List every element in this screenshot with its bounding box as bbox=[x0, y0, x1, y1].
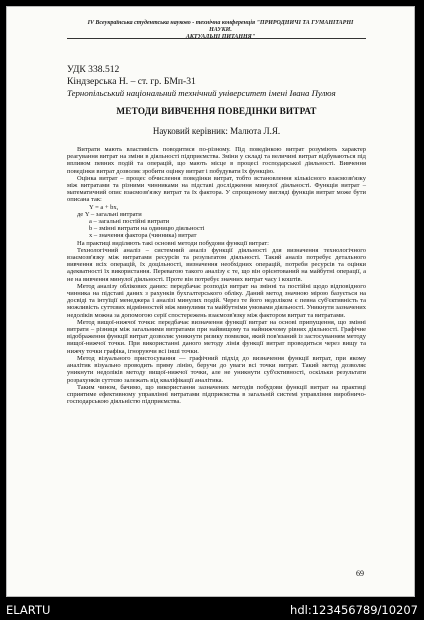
paragraph: На практиці виділяють такі основні методи побудови функції витрат: bbox=[77, 239, 269, 247]
article-body bbox=[67, 146, 366, 405]
paragraph: Метод візуального пристосування — графічний підхід до визначення функції витрат, при якому аналітик візуально проводить пряму лінію, беручи до уваги всі точки витрат. Такий метод дозволяє уникнути недоліків методу вищої-нижчої точки, але не уникнути суб'єктивності, оскільки результати розрахунків суттєво залежать від кваліфікації аналітика. bbox=[67, 354, 366, 384]
formula-term-b: b – змінні витрати на одиницю діяльності bbox=[89, 225, 205, 233]
document-page bbox=[6, 6, 415, 597]
repository-label: ELARTU bbox=[6, 603, 51, 617]
formula: Y = a + bx, bbox=[89, 203, 119, 211]
handle-identifier: hdl:123456789/10207 bbox=[290, 603, 418, 617]
header-line-2: АКТУАЛЬНІ ПИТАННЯ" bbox=[185, 34, 256, 40]
paragraph: Оцінка витрат – процес обчислення поведінки витрат, тобто встановлення кількісного взаємозв'язку між витратами та різними чинниками на підставі дослідження минулої діяльності. Функція витрат – математичний опис взаємозв'язку витрат та їх фактора. У спрощеному вигляді функція витрат може бути описана так: bbox=[67, 174, 366, 204]
supervisor-line: Науковий керівник: Малюта Л.Я. bbox=[152, 126, 281, 136]
viewer-footer bbox=[0, 600, 424, 620]
paragraph: Метод аналізу облікових даних: передбачає розподіл витрат на змінні та постійні щодо відповідного чинника на підставі даних з рахунків бухгалтерського обліку. Даний метод значною мірою базується на досвіді та інтуїції менеджера і аналізі минулих подій. Через те його недоліком є певна суб'єктивність та можливість суттєвих відмінностей між минулими та майбутніми умовами діяльності. Уникнути зазначених недоліків можна за допомогою серії спостережень взаємозв'язку між фактором витрат та витратами. bbox=[67, 282, 366, 319]
formula-term-a: a – загальні постійні витрати bbox=[89, 218, 170, 226]
page-number: 69 bbox=[356, 569, 364, 578]
paragraph: Витрати мають властивість поводитися по-різному. Під поведінкою витрат розуміють характер реагування витрат на зміни в діяльності підприємства. Зміни у складі та величині витрат відбуваються під впливом певних подій та операцій, що мають місце в процесі господарської діяльності. Вивчення поведінки витрат дозволяє зробити оцінку витрат і побудувати їх функцію. bbox=[67, 146, 366, 175]
formula-where: де Y – загальні витрати bbox=[77, 210, 142, 218]
author-line: Кіндзерська Н. – ст. гр. БМп-31 bbox=[67, 76, 196, 87]
paragraph: Таким чином, бачимо, що використання зазначених методів побудови функції витрат на практиці сприятиме ефективному управлінні витратами підприємства в загальній системі управління виробничо-господарською діяльністю підприємства. bbox=[67, 383, 366, 406]
paragraph: Технологічний аналіз – системний аналіз функції діяльності для визначення технологічного взаємозв'язку між витратами ресурсів та результатом діяльності. Такий аналіз потребує детального вивчення всіх операцій, їх доцільності, визначення необхідних операцій, потреби ресурсів та оцінки адекватності їх використання. Перевагою такого аналізу є те, що він орієнтований на майбутні операції, а не на вивчення минулої діяльності. Проте він потребує значних витрат часу і коштів. bbox=[67, 246, 366, 283]
header-line-1: IV Всеукраїнська студентська науково - технічна конференція "ПРИРОДНИЧІ ТА ГУМАНІТАРНІ НАУКИ. bbox=[87, 20, 354, 33]
university-line: Тернопільський національний технічний університет імені Івана Пулюя bbox=[67, 88, 336, 98]
header-rule bbox=[67, 38, 366, 39]
article-title: МЕТОДИ ВИВЧЕННЯ ПОВЕДІНКИ ВИТРАТ bbox=[116, 106, 317, 116]
udk-code: УДК 338.512 bbox=[67, 64, 120, 75]
formula-term-x: x – значення фактора (чинника) витрат bbox=[89, 232, 197, 240]
paragraph: Метод вищої-нижчої точки: передбачає визначення функції витрат на основі припущення, що змінні витрати – різниця між загальними витратами при найвищому та найнижчому рівнях діяльності. Графічне відображення функції витрат дозволяє уникнути ризику помилки, який пов'язаний із застосуванням методу вищої-нижчої точки. При використанні даного методу лінія функції витрат проводиться через вищу та нижчу точки графіка, ігноруючи всі інші точки. bbox=[67, 318, 366, 355]
